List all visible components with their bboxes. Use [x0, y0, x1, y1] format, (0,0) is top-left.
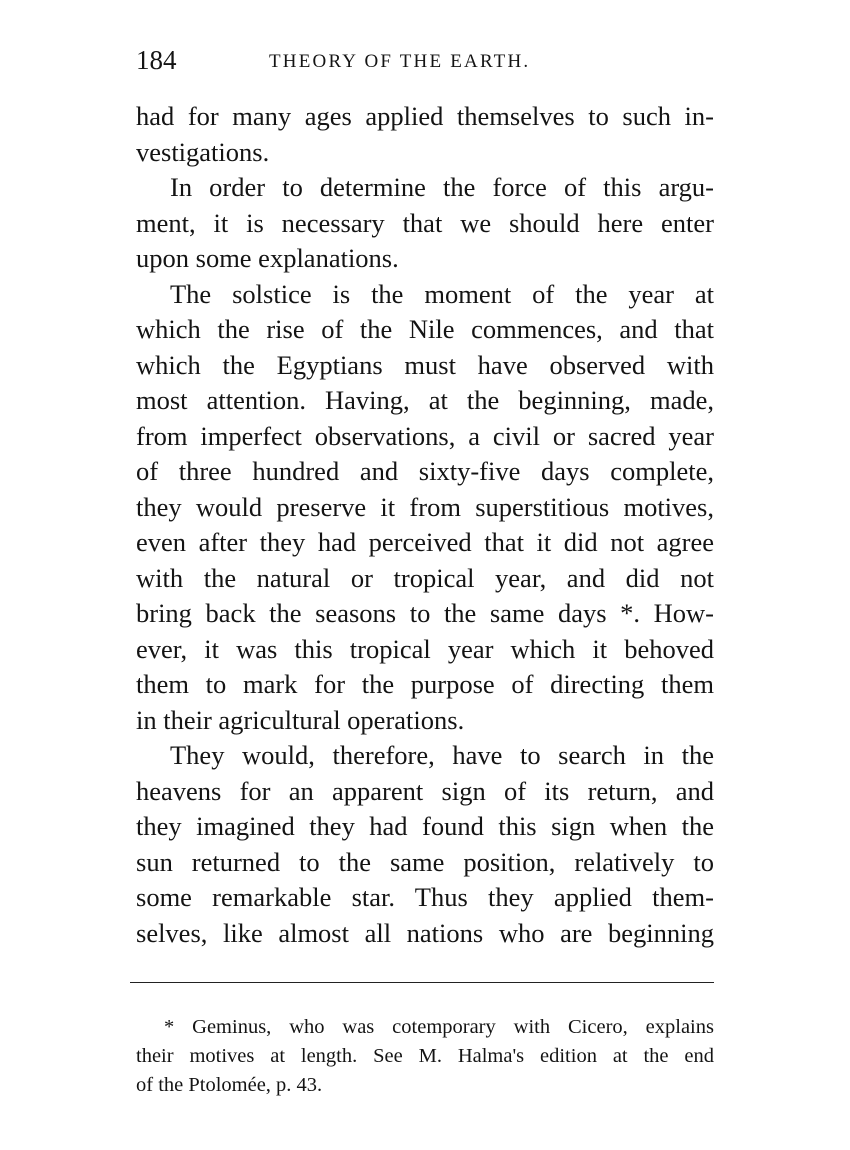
- text-line: most attention. Having, at the beginning, made,: [136, 385, 714, 415]
- body-text: [136, 99, 714, 951]
- text-line: had for many ages applied themselves to such in-: [136, 101, 714, 131]
- text-line: heavens for an apparent sign of its return, and: [136, 775, 714, 806]
- text-line: upon some explanations.: [136, 243, 399, 273]
- text-line: The solstice is the moment of the year at: [170, 278, 714, 309]
- footnote-line: * Geminus, who was cotemporary with Cicero, explains: [164, 1016, 714, 1038]
- text-line: They would, therefore, have to search in the: [170, 740, 714, 770]
- text-line: of three hundred and sixty-five days complete,: [136, 456, 714, 486]
- text-line: some remarkable star. Thus they applied them-: [136, 882, 714, 912]
- footnote-line: their motives at length. See M. Halma's edition at the end: [136, 1045, 714, 1067]
- text-line: which the Egyptians must have observed with: [136, 349, 714, 380]
- text-line: even after they had perceived that it did not agree: [136, 527, 714, 557]
- footnote: [136, 1013, 714, 1100]
- text-line: ment, it is necessary that we should here enter: [136, 207, 714, 238]
- footnote-divider: [130, 982, 714, 983]
- text-line: bring back the seasons to the same days *. How-: [136, 598, 714, 628]
- text-line: selves, like almost all nations who are beginning: [136, 917, 714, 948]
- text-line: them to mark for the purpose of directing them: [136, 669, 714, 699]
- text-line: sun returned to the same position, relatively to: [136, 846, 714, 877]
- text-line: vestigations.: [136, 136, 270, 167]
- running-title: THEORY OF THE EARTH.: [269, 51, 531, 72]
- text-line: in their agricultural operations.: [136, 704, 465, 735]
- text-line: they imagined they had found this sign when the: [136, 811, 714, 841]
- text-line: In order to determine the force of this argu-: [170, 172, 714, 202]
- footnote-line: of the Ptolomée, p. 43.: [136, 1074, 323, 1096]
- text-line: from imperfect observations, a civil or sacred year: [136, 420, 714, 451]
- text-line: they would preserve it from superstitious motives,: [136, 491, 714, 522]
- running-head: [136, 40, 714, 80]
- text-line: ever, it was this tropical year which it behoved: [136, 633, 714, 664]
- text-line: with the natural or tropical year, and did not: [136, 562, 714, 593]
- text-line: which the rise of the Nile commences, and that: [136, 314, 714, 344]
- page-number: 184: [136, 45, 177, 75]
